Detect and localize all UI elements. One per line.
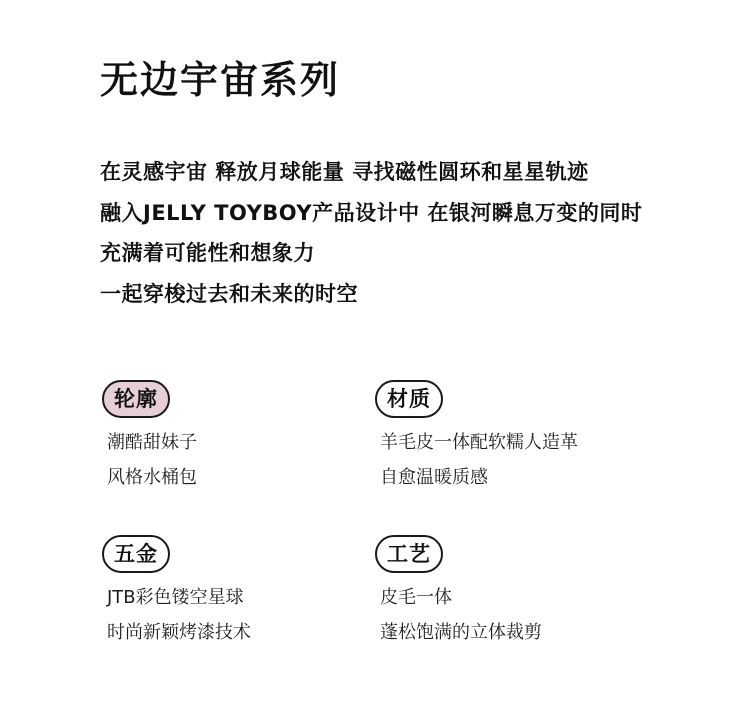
feature-tag-material: 材质 [375,380,443,418]
feature-line: 潮酷甜妹子 [107,432,197,453]
feature-craft [375,535,542,650]
feature-line: 蓬松饱满的立体裁剪 [380,622,542,643]
feature-line: 羊毛皮一体配软糯人造革 [380,432,578,453]
feature-hardware [102,535,251,650]
feature-description [102,580,251,650]
feature-description [375,580,542,650]
feature-line: JTB彩色镂空星球 [107,587,244,608]
feature-description [102,425,197,495]
feature-description [375,425,578,495]
feature-line: 自愈温暖质感 [380,467,488,488]
intro-line: 充满着可能性和想象力 [100,241,315,265]
feature-tag-outline: 轮廓 [102,380,170,418]
intro-line: 融入JELLY TOYBOY产品设计中 在银河瞬息万变的同时 [100,200,643,225]
intro-line: 一起穿梭过去和未来的时空 [100,281,358,306]
feature-outline [102,380,197,495]
feature-line: 时尚新颖烤漆技术 [107,622,251,643]
feature-tag-hardware: 五金 [102,535,170,573]
feature-material [375,380,578,495]
feature-line: 皮毛一体 [380,587,452,608]
feature-tag-craft: 工艺 [375,535,443,573]
page-title: 无边宇宙系列 [100,58,341,102]
intro-line: 在灵感宇宙 释放月球能量 寻找磁性圆环和星星轨迹 [100,160,589,184]
intro-paragraph [100,152,720,314]
feature-line: 风格水桶包 [107,467,197,488]
